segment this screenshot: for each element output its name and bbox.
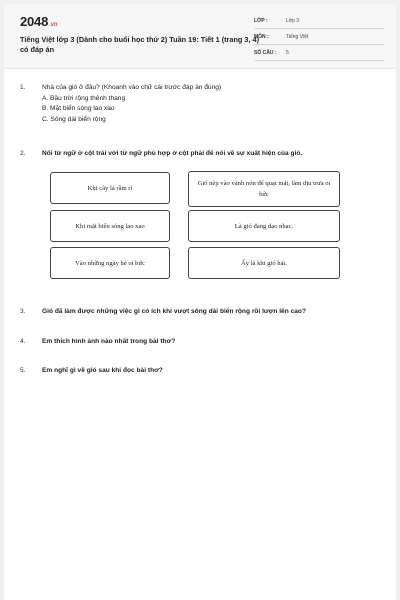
question-text: Em thích hình ảnh nào nhất trong bài thơ?: [42, 338, 176, 345]
match-left-2[interactable]: Khi mặt biển sóng lao xao: [50, 210, 170, 242]
page-title: Tiếng Việt lớp 3 (Dành cho buổi học thứ 2) Tuần 19: Tiết 1 (trang 3, 4) có đáp án: [20, 35, 259, 54]
question-text: Em nghĩ gì về gió sau khi đọc bài thơ?: [42, 367, 163, 374]
question-number: 4.: [20, 338, 26, 345]
logo-tld: .vn: [49, 22, 58, 28]
question-text: Nối từ ngữ ở cột trái với từ ngữ phù hợp ở cột phải để nói về sự xuất hiện của gió.: [42, 150, 303, 157]
question-number: 2.: [20, 150, 26, 157]
worksheet-page: [4, 4, 396, 600]
meta-subject-label: MÔN :: [254, 34, 269, 40]
meta-class-label: LỚP :: [254, 18, 268, 24]
meta-class-value: Lớp 3: [286, 18, 300, 24]
question-number: 1.: [20, 84, 26, 91]
meta-subject-row: [254, 32, 384, 45]
meta-class-row: [254, 16, 384, 29]
logo-brand: 2048: [20, 14, 49, 29]
answer-option-b[interactable]: B. Mặt biển sóng lao xao: [42, 105, 115, 112]
question-number: 3.: [20, 308, 26, 315]
question-text: Nhà của gió ở đâu? (Khoanh vào chữ cái trước đáp án đúng): [42, 84, 222, 91]
match-right-1[interactable]: Gió nép vào vành nón để quạt mát, làm dịu trưa oi bức: [188, 171, 340, 207]
meta-count-row: [254, 48, 384, 61]
worksheet-header: [4, 4, 396, 69]
match-left-3[interactable]: Vào những ngày hè oi bức: [50, 247, 170, 279]
meta-count-value: 5: [286, 50, 289, 56]
match-left-1[interactable]: Khi cây lá rầm rì: [50, 172, 170, 204]
meta-count-label: SỐ CÂU :: [254, 50, 277, 56]
question-number: 5.: [20, 367, 26, 374]
question-text: Gió đã làm được những việc gì có ích khi vượt sông dài biển rộng rồi lượn lên cao?: [42, 308, 306, 315]
answer-option-c[interactable]: C. Sông dài biển rộng: [42, 115, 106, 123]
match-right-3[interactable]: Ấy là khi gió hát.: [188, 247, 340, 279]
site-logo[interactable]: [20, 14, 57, 29]
match-right-2[interactable]: Là gió đang dạo nhạc.: [188, 210, 340, 242]
meta-subject-value: Tiếng Việt: [286, 34, 309, 40]
answer-option-a[interactable]: A. Bầu trời rộng thênh thang: [42, 94, 126, 102]
